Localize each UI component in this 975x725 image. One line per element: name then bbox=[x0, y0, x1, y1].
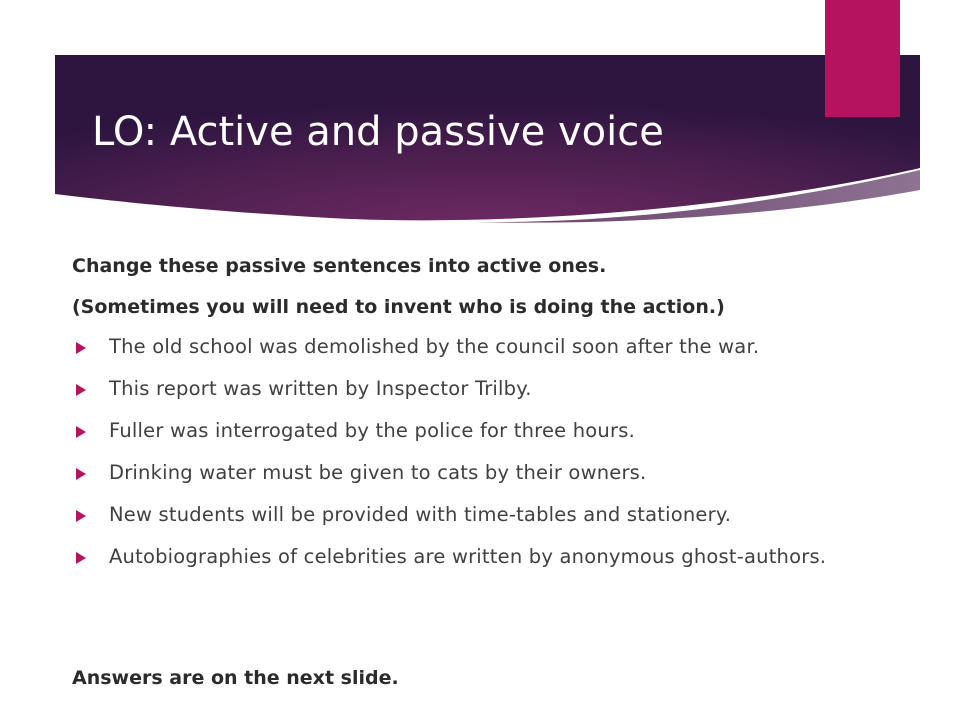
list-item bbox=[72, 334, 912, 360]
slide-content bbox=[72, 253, 912, 586]
footer-note: Answers are on the next slide. bbox=[72, 667, 399, 689]
triangle-right-icon bbox=[76, 342, 86, 354]
triangle-right-icon bbox=[76, 468, 86, 480]
sentence-list bbox=[72, 334, 912, 570]
note-text: (Sometimes you will need to invent who is doing the action.) bbox=[72, 296, 725, 318]
list-item bbox=[72, 502, 912, 528]
triangle-right-icon bbox=[76, 552, 86, 564]
instruction-text: Change these passive sentences into active ones. bbox=[72, 255, 607, 277]
list-item bbox=[72, 544, 912, 570]
triangle-right-icon bbox=[76, 510, 86, 522]
list-item-text: Drinking water must be given to cats by their owners. bbox=[109, 461, 647, 484]
accent-tab bbox=[825, 0, 900, 117]
list-item bbox=[72, 418, 912, 444]
list-item bbox=[72, 460, 912, 486]
list-item-text: This report was written by Inspector Trilby. bbox=[109, 377, 532, 400]
triangle-right-icon bbox=[76, 426, 86, 438]
triangle-right-icon bbox=[76, 384, 86, 396]
list-item bbox=[72, 376, 912, 402]
slide-title: LO: Active and passive voice bbox=[92, 109, 664, 155]
list-item-text: Autobiographies of celebrities are written by anonymous ghost-authors. bbox=[109, 545, 827, 568]
list-item-text: The old school was demolished by the council soon after the war. bbox=[109, 335, 760, 358]
list-item-text: New students will be provided with time-tables and stationery. bbox=[109, 503, 732, 526]
list-item-text: Fuller was interrogated by the police for three hours. bbox=[109, 419, 635, 442]
